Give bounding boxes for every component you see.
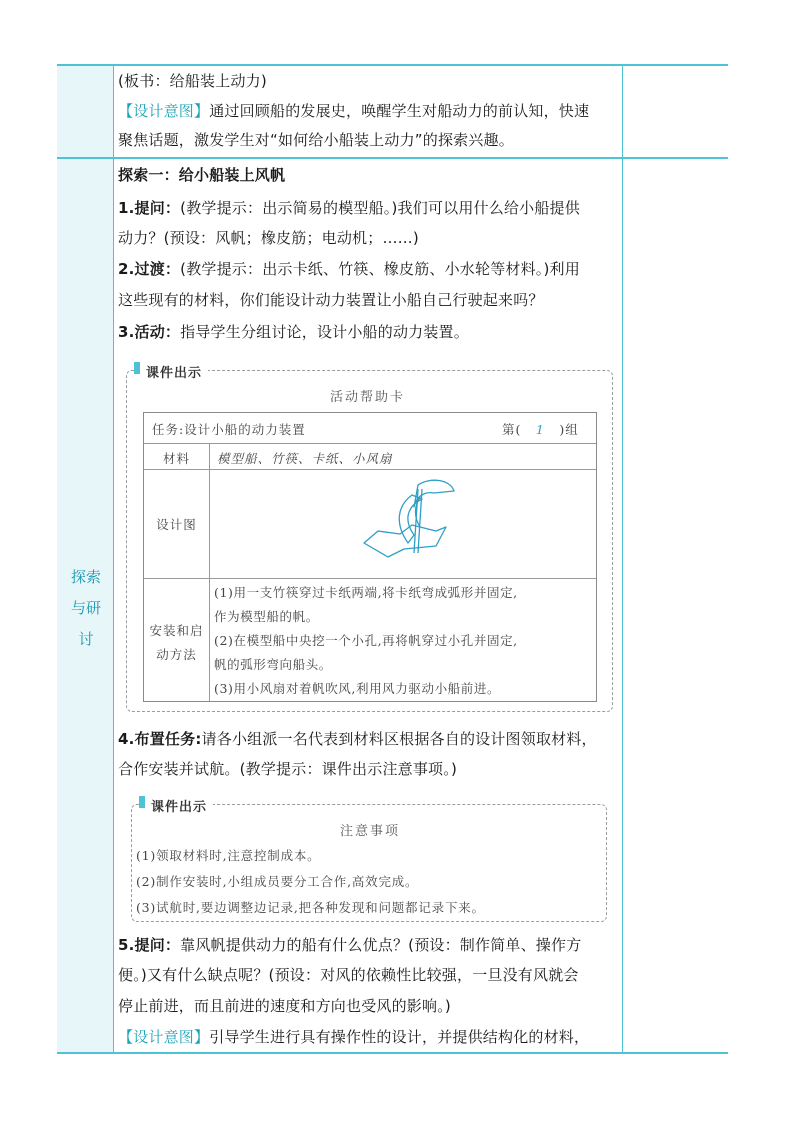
materials-label: 材料 — [162, 451, 190, 466]
notice-title: 注意事项 — [340, 824, 401, 839]
help-card-table — [143, 412, 597, 702]
help-card-task: 任务:设计小船的动力装置 — [152, 422, 306, 437]
table-left-divider — [113, 64, 114, 1054]
explore-heading: 探索一：给小船装上风帆 — [118, 166, 286, 184]
bottom-design-intent: 【设计意图】引导学生进行具有操作性的设计，并提供结构化的材料， — [118, 1028, 590, 1046]
left-column-cell-top — [57, 66, 113, 157]
question-1-line-1: 1.提问：(教学提示：出示简易的模型船。)我们可以用什么给小船提供 — [118, 199, 580, 217]
question-1-line-2: 动力？(预设：风帆；橡皮筋；电动机；……) — [118, 229, 419, 247]
design-intent-line-1: 【设计意图】通过回顾船的发展史，唤醒学生对船动力的前认知，快速 — [118, 102, 590, 120]
method-label-line-2: 动方法 — [156, 647, 197, 662]
task-4-line-1: 4.布置任务:请各小组派一名代表到材料区根据各自的设计图领取材料， — [118, 730, 597, 748]
board-note: (板书：给船装上动力) — [118, 72, 267, 90]
design-intent-tag: 【设计意图】 — [118, 102, 210, 120]
table-right-divider — [622, 64, 623, 1054]
table-top-border — [57, 64, 728, 66]
courseware-label-2: 课件出示 — [145, 796, 213, 815]
help-card-group: 第( 1 )组 — [502, 422, 579, 437]
design-intent-line-2: 聚焦话题，激发学生对“如何给小船装上动力”的探索兴趣。 — [118, 131, 514, 149]
table-bottom-border — [57, 1052, 728, 1054]
question-5-line-1: 5.提问：靠风帆提供动力的船有什么优点？(预设：制作简单、操作方 — [118, 936, 582, 954]
sail-boat-sketch — [356, 473, 496, 573]
section-label-explore: 探索 与研 讨 — [70, 568, 101, 648]
notice-item: (2)制作安装时,小组成员要分工合作,高效完成。 — [136, 874, 419, 889]
question-5-line-2: 便。)又有什么缺点呢？(预设：对风的依赖性比较强，一旦没有风就会 — [118, 966, 579, 984]
method-label-line-1: 安装和启 — [149, 623, 204, 638]
method-steps: (1)用一支竹筷穿过卡纸两端,将卡纸弯成弧形并固定, 作为模型船的帆。 (2)在模型船中央挖一个小孔,再将帆穿过小孔并固定, 帆的弧形弯向船头。 (3)用小风扇对着帆吹风,利用风力驱动小船前进。 — [214, 585, 518, 696]
design-drawing-label: 设计图 — [156, 517, 197, 532]
question-5-line-3: 停止前进，而且前进的速度和方向也受风的影响。) — [118, 997, 451, 1015]
materials-value: 模型船、竹筷、卡纸、小风扇 — [217, 451, 393, 466]
courseware-label-1: 课件出示 — [140, 362, 208, 381]
task-4-line-2: 合作安装并试航。(教学提示：课件出示注意事项。) — [118, 760, 458, 778]
notice-item: (1)领取材料时,注意控制成本。 — [136, 848, 321, 863]
design-intent-tag: 【设计意图】 — [118, 1028, 210, 1046]
table-row-divider — [57, 157, 728, 159]
transition-line-2: 这些现有的材料，你们能设计动力装置让小船自己行驶起来吗？ — [118, 291, 544, 309]
notice-item: (3)试航时,要边调整边记录,把各种发现和问题都记录下来。 — [136, 900, 485, 915]
help-card-title: 活动帮助卡 — [330, 390, 406, 405]
activity-line: 3.活动：指导学生分组讨论，设计小船的动力装置。 — [118, 323, 469, 341]
transition-line-1: 2.过渡：(教学提示：出示卡纸、竹筷、橡皮筋、小水轮等材料。)利用 — [118, 260, 580, 278]
